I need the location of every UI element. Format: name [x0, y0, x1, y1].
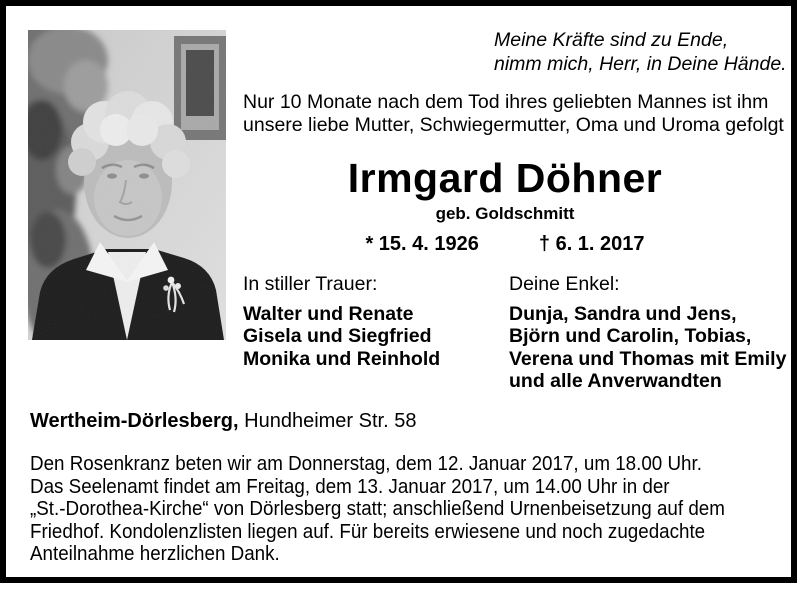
mourners-grandchildren-names — [509, 303, 786, 393]
mourner-name: Walter und Renate — [243, 302, 414, 325]
funeral-notice-line: „St.-Dorothea-Kirche“ von Dörlesberg statt; anschließend Urnenbeisetzung auf dem — [30, 498, 725, 520]
address-line — [30, 409, 416, 433]
address-street: Hundheimer Str. 58 — [244, 410, 417, 432]
mourner-name: Björn und Carolin, Tobias, — [509, 325, 752, 347]
intro-line-2: unsere liebe Mutter, Schwiegermutter, Oma und Uroma gefolgt — [243, 113, 784, 136]
mourner-name: Monika und Reinhold — [243, 347, 441, 370]
portrait-photo — [28, 30, 226, 340]
mourners-grandchildren-column — [509, 273, 786, 393]
life-dates — [243, 233, 767, 256]
deceased-name: Irmgard Döhner — [347, 155, 663, 201]
mourners-family-title: In stiller Trauer: — [243, 273, 378, 295]
maiden-name: geb. Goldschmitt — [435, 204, 575, 223]
portrait-photo-illustration — [28, 30, 226, 340]
funeral-notice-line: Den Rosenkranz beten wir am Donnerstag, dem 12. Januar 2017, um 18.00 Uhr. — [30, 453, 702, 475]
photo-grain-overlay — [28, 30, 226, 340]
mourner-name: Verena und Thomas mit Emily — [509, 347, 787, 370]
intro-line-1: Nur 10 Monate nach dem Tod ihres geliebten Mannes ist ihm — [243, 91, 769, 113]
funeral-notice-line: Friedhof. Kondolenzlisten liegen auf. Für bereits erwiesene und noch zugedachte — [30, 520, 706, 543]
funeral-notice-line: Anteilnahme herzlichen Dank. — [30, 543, 280, 565]
mourners-grandchildren-title: Deine Enkel: — [509, 273, 620, 295]
epigraph-line-1: Meine Kräfte sind zu Ende, — [494, 29, 729, 51]
epigraph-line-2: nimm mich, Herr, in Deine Hände. — [494, 52, 787, 75]
mourner-name: und alle Anverwandten — [509, 370, 722, 392]
mourners-family-column — [243, 273, 440, 370]
death-date: † 6. 1. 2017 — [538, 233, 645, 255]
mourner-name: Dunja, Sandra und Jens, — [509, 302, 737, 325]
deceased-block — [243, 155, 767, 256]
mourners-family-names — [243, 303, 440, 371]
intro-paragraph — [243, 91, 784, 136]
funeral-notice-line: Das Seelenamt findet am Freitag, dem 13. Januar 2017, um 14.00 Uhr in der — [30, 475, 670, 498]
mourner-name: Gisela und Siegfried — [243, 325, 432, 347]
funeral-notice-paragraph — [30, 453, 725, 566]
birth-date: * 15. 4. 1926 — [365, 233, 479, 255]
address-place: Wertheim-Dörlesberg, — [30, 410, 239, 432]
epigraph-quote — [494, 29, 787, 76]
